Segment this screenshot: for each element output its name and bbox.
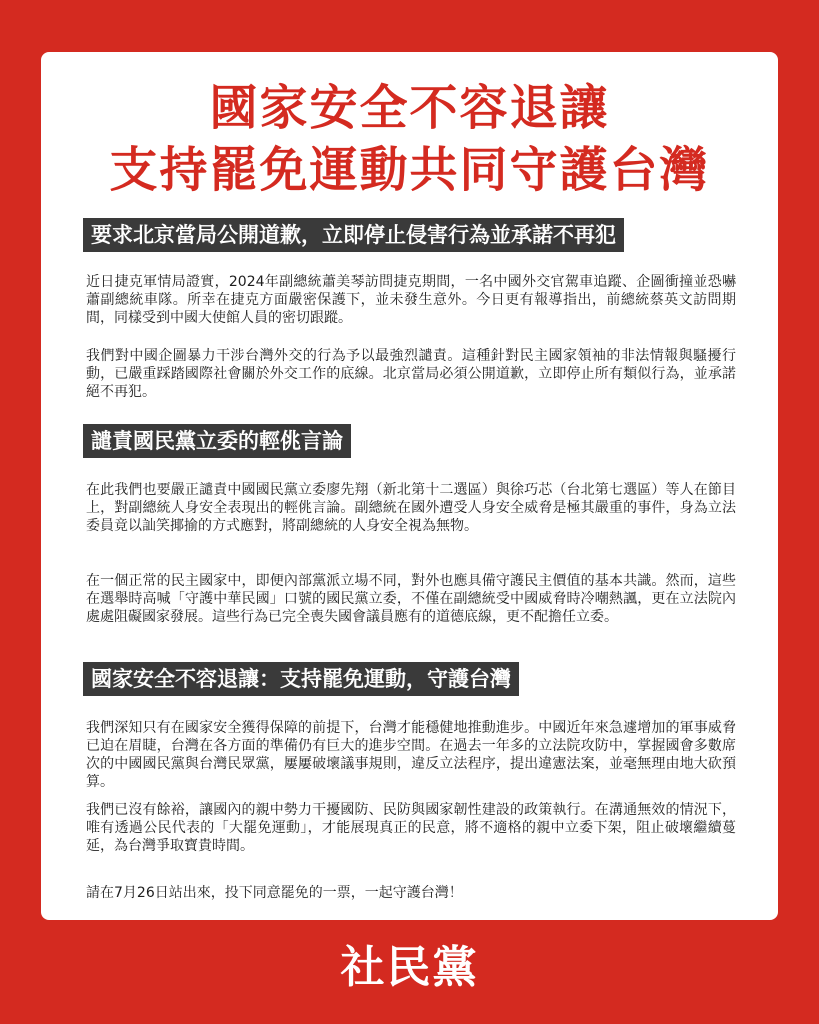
- section-1-paragraph-1: 近日捷克軍情局證實，2024年副總統蕭美琴訪問捷克期間，一名中國外交官駕車追蹤、企圖衝撞並恐嚇蕭副總統車隊。所幸在捷克方面嚴密保護下，並未發生意外。今日更有報導指出，前總統蔡英文訪問期間，同樣受到中國大使館人員的密切跟蹤。: [86, 274, 736, 326]
- statement-card: [41, 52, 778, 920]
- section-3-paragraph-1: 我們深知只有在國家安全獲得保障的前提下，台灣才能穩健地推動進步。中國近年來急遽增加的軍事威脅已迫在眉睫，台灣在各方面的準備仍有巨大的進步空間。在過去一年多的立法院攻防中，掌握國會多數席次的中國國民黨與台灣民眾黨，屢屢破壞議事規則，違反立法程序，提出違憲法案，並毫無理由地大砍預算。: [86, 720, 736, 790]
- section-2-paragraph-1: 在此我們也要嚴正譴責中國國民黨立委廖先翔（新北第十二選區）與徐巧芯（台北第七選區）等人在節目上，對副總統人身安全表現出的輕佻言論。副總統在國外遭受人身安全威脅是極其嚴重的事件，身為立法委員竟以訕笑揶揄的方式應對，將副總統的人身安全視為無物。: [86, 482, 736, 534]
- page-title-line-2: 支持罷免運動共同守護台灣: [109, 142, 710, 198]
- party-logo: 社民黨: [340, 942, 479, 993]
- page-title-line-1: 國家安全不容退讓: [209, 80, 610, 136]
- section-2-paragraph-2: 在一個正常的民主國家中，即便內部黨派立場不同，對外也應具備守護民主價值的基本共識。然而，這些在選舉時高喊「守護中華民國」口號的國民黨立委，不僅在副總統受中國威脅時冷嘲熱諷，更在立法院內處處阻礙國家發展。這些行為已完全喪失國會議員應有的道德底線，更不配擔任立委。: [86, 573, 736, 625]
- section-heading-apology: 要求北京當局公開道歉，立即停止侵害行為並承諾不再犯: [83, 218, 624, 252]
- section-1-paragraph-2: 我們對中國企圖暴力干涉台灣外交的行為予以最強烈譴責。這種針對民主國家領袖的非法情報與騷擾行動，已嚴重踩踏國際社會關於外交工作的底線。北京當局必須公開道歉，立即停止所有類似行為，並承諾絕不再犯。: [86, 348, 736, 400]
- section-3-call-to-action: 請在7月26日站出來，投下同意罷免的一票，一起守護台灣！: [86, 885, 463, 901]
- section-heading-recall: 國家安全不容退讓：支持罷免運動，守護台灣: [83, 662, 519, 696]
- section-heading-condemn: 譴責國民黨立委的輕佻言論: [83, 424, 351, 458]
- section-3-paragraph-2: 我們已沒有餘裕，讓國內的親中勢力干擾國防、民防與國家韌性建設的政策執行。在溝通無效的情況下，唯有透過公民代表的「大罷免運動」，才能展現真正的民意，將不適格的親中立委下架，阻止破壞繼續蔓延，為台灣爭取寶貴時間。: [86, 802, 736, 854]
